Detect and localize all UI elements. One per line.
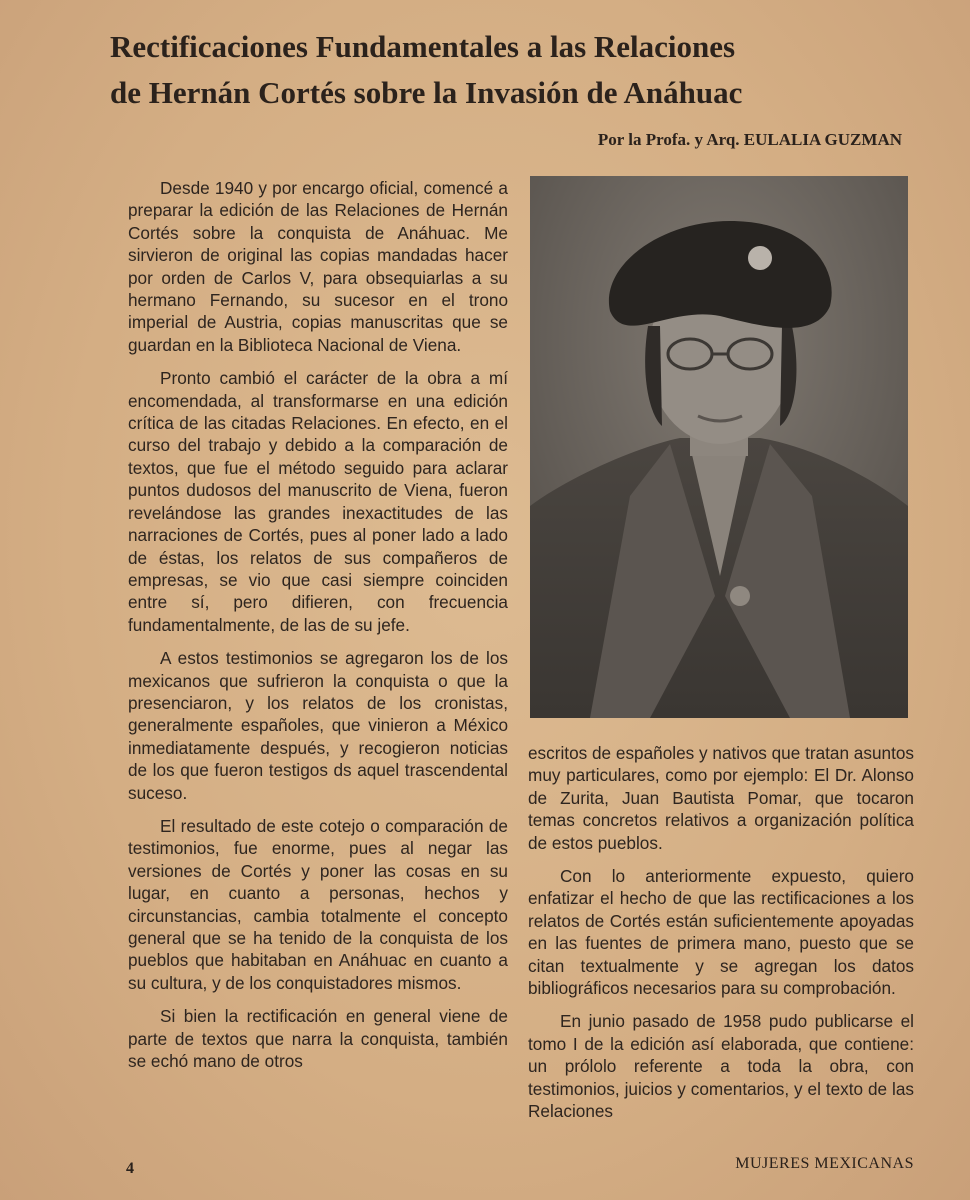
paragraph: Si bien la rectificación en general viene de parte de textos que narra la conquista, también se echó mano de otros [128,1006,508,1072]
magazine-name: MUJERES MEXICANAS [735,1155,914,1172]
left-column [128,177,508,1083]
author-portrait-photo [530,176,908,718]
paragraph: A estos testimonios se agregaron los de los mexicanos que sufrieron la conquista o que la presenciaron, y los relatos de los cronistas, generalmente españoles, que vinieron a México inmediatamente después, y recogieron noticias de los que fueron testigos ds aquel trascendental suceso. [128,648,508,803]
page-number: 4 [126,1160,134,1177]
article-title [110,24,870,116]
paragraph: Con lo anteriormente expuesto, quiero enfatizar el hecho de que las rectificaciones a los relatos de Cortés están suficientemente apoyadas en las fuentes de primera mano, puesto que se citan textualmente y se agregan los datos bibliográficos necesarios para su comprobación. [528,866,914,999]
paragraph: escritos de españoles y nativos que tratan asuntos muy particulares, como por ejemplo: El Dr. Alonso de Zurita, Juan Bautista Pomar, que tocaron temas concretos relativos a organización política de estos pueblos. [528,743,914,853]
portrait-illustration [530,176,908,718]
title-line-2: de Hernán Cortés sobre la Invasión de Anáhuac [110,75,743,110]
right-column [528,742,914,1134]
paragraph: Desde 1940 y por encargo oficial, comencé a preparar la edición de las Relaciones de Hernán Cortés sobre la conquista de Anáhuac. Me sirvieron de original las copias mandadas hacer por orden de Carlos V, para obsequiarlas a su hermano Fernando, su sucesor en el trono imperial de Austria, copias manuscritas que se guardan en la Biblioteca Nacional de Viena. [128,178,508,355]
paragraph: Pronto cambió el carácter de la obra a mí encomendada, al transformarse en una edición crítica de las citadas Relaciones. En efecto, en el curso del trabajo y debido a la comparación de textos, que fue el método seguido para aclarar puntos dudosos del manuscrito de Viena, fueron revelándose las grandes inexactitudes de las narraciones de Cortés, pues al poner lado a lado de éstas, los relatos de sus compañeros de empresas, se vio que casi siempre coinciden entre sí, pero difieren, con frecuencia fundamentalmente, de las de su jefe. [128,368,508,635]
byline: Por la Profa. y Arq. EULALIA GUZMAN [597,130,902,149]
paragraph: El resultado de este cotejo o comparación de testimonios, fue enorme, pues al negar las versiones de Cortés y poner las cosas en su lugar, en cuanto a personas, hechos y circunstancias, cambia totalmente el concepto general que se ha tenido de la conquista de los pueblos que habitaban en Anáhuac en cuanto a su cultura, y de los conquistadores mismos. [128,815,508,993]
paragraph: En junio pasado de 1958 pudo publicarse el tomo I de la edición así elaborada, que contiene: un prólolo referente a toda la obra, con testimonios, juicios y comentarios, y el texto de las Relaciones [528,1011,914,1122]
title-line-1: Rectificaciones Fundamentales a las Relaciones [110,29,736,64]
